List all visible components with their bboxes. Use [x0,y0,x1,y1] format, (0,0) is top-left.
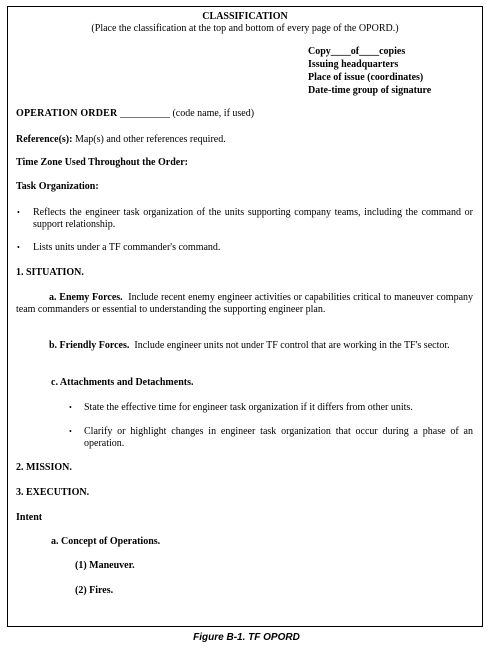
friendly-forces-paragraph [16,340,473,352]
reference-text: Map(s) and other references required. [74,134,226,145]
operation-order-line [16,108,254,120]
bullet-marker: • [17,243,20,252]
intent-heading: Intent [16,512,43,523]
concept-of-operations-heading: a. Concept of Operations. [51,536,161,547]
fires-heading: (2) Fires. [75,585,114,596]
place-of-issue-line: Place of issue (coordinates) [308,72,424,83]
friendly-forces-text: Include engineer units not under TF control that are working in the TF's sector. [134,340,450,351]
attachments-bullet-1: State the effective time for engineer task organization if it differs from other units. [84,402,413,413]
reference-label: Reference(s): [16,134,73,145]
classification-title: CLASSIFICATION [202,11,288,22]
attachments-detachments-heading: c. Attachments and Detachments. [51,377,194,388]
mission-heading: 2. MISSION. [16,462,72,473]
bullet-marker: • [17,208,20,217]
copy-line: Copy____of____copies [308,46,406,57]
enemy-forces-text: Include recent enemy engineer activities or capabilities critical to maneuver company team commanders or essential to understanding the supporting engineer plan. [16,292,474,315]
enemy-forces-label: a. Enemy Forces. [49,292,123,303]
date-time-group-line: Date-time group of signature [308,85,432,96]
task-organization-heading: Task Organization: [16,181,99,192]
situation-heading: 1. SITUATION. [16,267,84,278]
task-org-bullet-2: Lists units under a TF commander's command. [33,242,221,253]
bullet-marker: • [69,403,72,412]
time-zone-heading: Time Zone Used Throughout the Order: [16,157,188,168]
document-frame [7,6,483,627]
bullet-marker: • [69,427,72,436]
friendly-forces-label: b. Friendly Forces. [49,340,130,351]
classification-note: (Place the classification at the top and bottom of every page of the OPORD.) [91,23,399,34]
attachments-bullet-2: Clarify or highlight changes in engineer task organization that occur during a phase of an operation. [84,426,473,449]
operation-order-label: OPERATION ORDER [16,108,118,119]
operation-order-blank: __________ [119,108,170,119]
execution-heading: 3. EXECUTION. [16,487,90,498]
enemy-forces-paragraph [16,292,473,316]
operation-order-note: (code name, if used) [172,108,255,119]
figure-caption: Figure B-1. TF OPORD [193,632,300,643]
reference-line [16,134,226,146]
issuing-headquarters-line: Issuing headquarters [308,59,399,70]
task-org-bullet-1: Reflects the engineer task organization of the units supporting company teams, including the command or support relationship. [33,207,473,230]
maneuver-heading: (1) Maneuver. [75,560,135,571]
